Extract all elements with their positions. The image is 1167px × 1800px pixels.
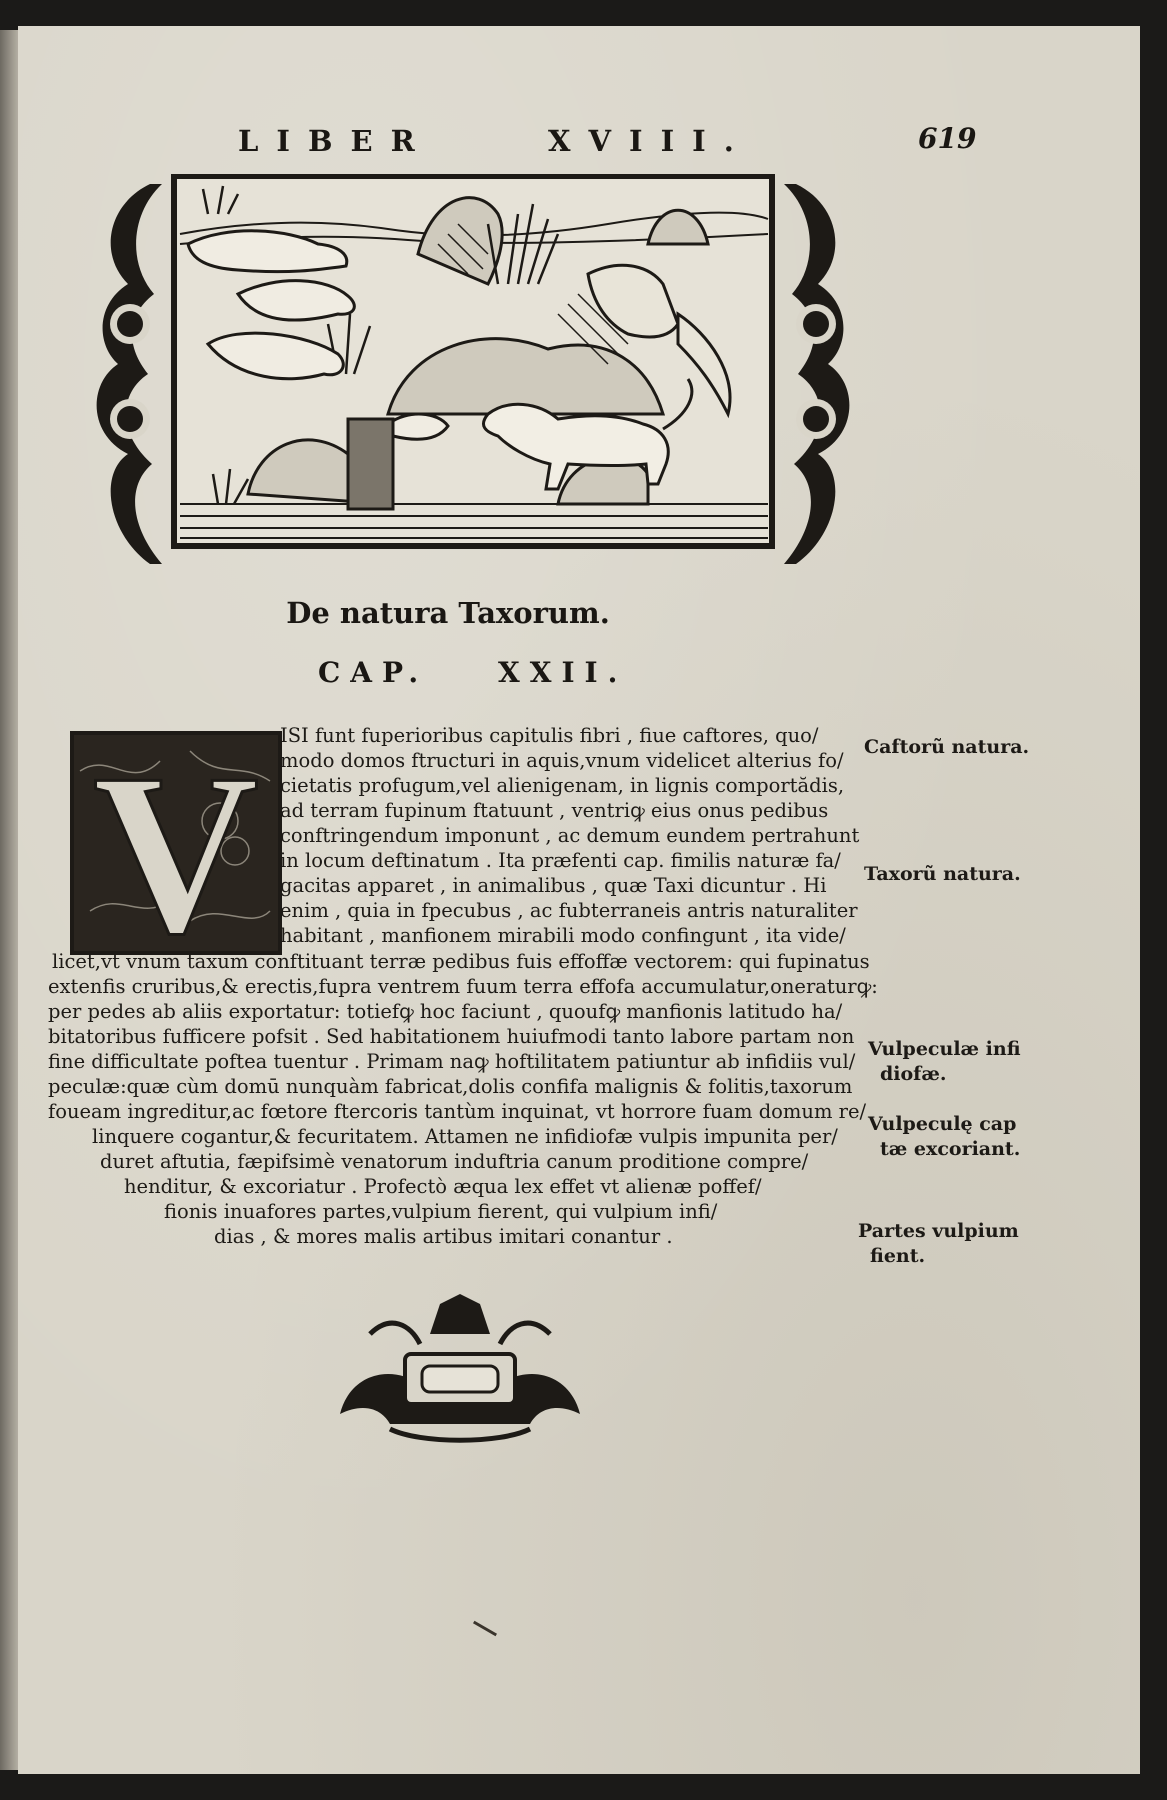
- body-line: bitatoribus fufficere pofsit . Sed habitationem huiufmodi tanto labore partam non: [48, 1025, 855, 1048]
- body-line: fine difficultate poftea tuentur . Primam naꝙ hoftilitatem patiuntur ab infidiis vul/: [48, 1050, 856, 1073]
- body-line: peculæ:quæ cùm domū nunquàm fabricat,dolis confifa malignis & folitis,taxorum: [48, 1075, 853, 1098]
- tailpiece-ornament: [330, 1294, 590, 1444]
- body-line: in locum deftinatum . Ita præfenti cap. fimilis naturæ fa/: [280, 849, 841, 872]
- right-ornament: [784, 184, 849, 564]
- chapter-label: CAP.: [318, 656, 429, 689]
- ink-speck: [473, 1621, 497, 1637]
- margin-note-partes-vulpium-cont: fient.: [870, 1245, 926, 1267]
- body-line: henditur, & excoriatur . Profectò æqua lex effet vt alienæ poffef/: [124, 1175, 762, 1198]
- body-line: per pedes ab aliis exportatur: totiefꝙ hoc faciunt , quoufꝙ manfionis latitudo ha/: [48, 1000, 843, 1023]
- page-number: 619: [918, 122, 977, 155]
- chapter-title: De natura Taxorum.: [286, 596, 610, 630]
- body-line: ad terram fupinum ftatuunt , ventriꝙ eius onus pedibus: [280, 799, 829, 822]
- body-line: habitant , manfionem mirabili modo confingunt , ita vide/: [280, 924, 846, 947]
- body-line: conftringendum imponunt , ac demum eundem pertrahunt: [280, 824, 860, 847]
- body-line: ISI funt fuperioribus capitulis fibri , fiue caftores, quo/: [280, 724, 819, 747]
- initial-letter: V: [92, 731, 260, 955]
- margin-note-castorum: Caftorũ natura.: [864, 736, 1030, 758]
- body-line: fionis inuafores partes,vulpium fierent, qui vulpium infi/: [164, 1200, 718, 1223]
- margin-note-taxorum: Taxorũ natura.: [864, 863, 1021, 885]
- running-head-liber: LIBER: [238, 124, 433, 158]
- body-line: linquere cogantur,& fecuritatem. Attamen ne infidiofæ vulpis impunita per/: [92, 1125, 838, 1148]
- body-line: gacitas apparet , in animalibus , quæ Taxi dicuntur . Hi: [280, 874, 827, 897]
- margin-note-partes-vulpium: Partes vulpium: [858, 1220, 1019, 1242]
- body-line: foueam ingreditur,ac fœtore ftercoris tantùm inquinat, vt horrore fuam domum re/: [48, 1100, 867, 1123]
- margin-note-vulpeculae-captae: Vulpeculę cap: [868, 1113, 1017, 1135]
- decorated-initial: [70, 731, 282, 955]
- body-line: modo domos ftructuri in aquis,vnum videlicet alterius fo/: [280, 749, 844, 772]
- running-head-book-number: XVIII.: [548, 124, 752, 158]
- woodcut-illustration: [88, 174, 858, 574]
- body-line: cietatis profugum,vel alienigenam, in lignis comportădis,: [280, 774, 845, 797]
- book-page: [18, 26, 1140, 1774]
- margin-note-vulpeculae-captae-cont: tæ excoriant.: [880, 1138, 1021, 1160]
- body-line: extenfis cruribus,& erectis,fupra ventrem fuum terra effofa accumulatur,oneraturꝙ:: [48, 975, 878, 998]
- body-line: enim , quia in fpecubus , ac fubterraneis antris naturaliter: [280, 899, 858, 922]
- margin-note-vulpeculae-insidiosae: Vulpeculæ infi: [868, 1038, 1021, 1060]
- body-line: duret aftutia, fæpifsimè venatorum induftria canum proditione compre/: [100, 1150, 809, 1173]
- body-line: licet,vt vnum taxum conftituant terræ pedibus fuis effoffæ vectorem: qui fupinatus: [52, 950, 870, 973]
- margin-note-vulpeculae-insidiosae-cont: diofæ.: [880, 1063, 947, 1085]
- body-line: dias , & mores malis artibus imitari conantur .: [214, 1225, 673, 1248]
- chapter-number: XXII.: [498, 656, 628, 689]
- left-ornament: [97, 184, 162, 564]
